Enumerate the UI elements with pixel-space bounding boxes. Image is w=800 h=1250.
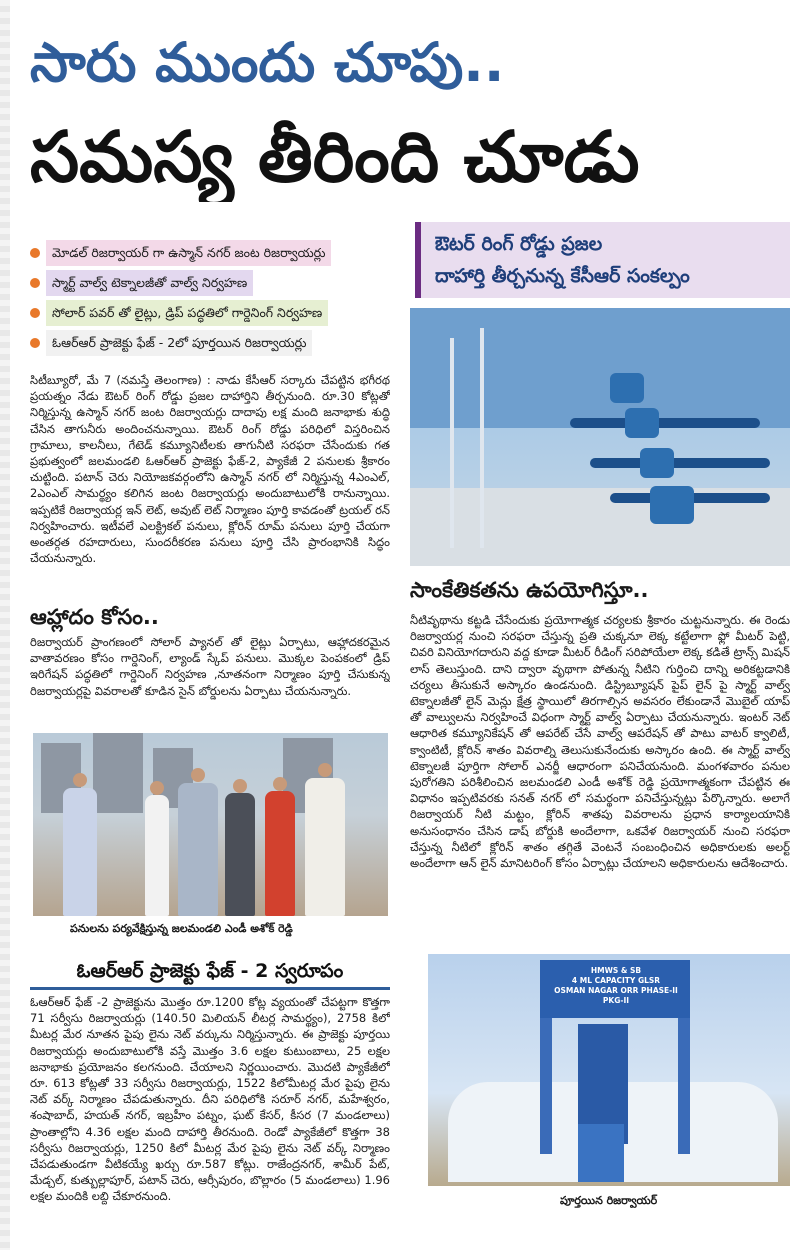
headline-line-1: సారు ముందు చూపు..	[30, 31, 505, 94]
reservoir-photo	[428, 954, 790, 1186]
photo-person-head	[73, 773, 87, 787]
highlight-bullet	[30, 300, 390, 326]
photo-pump	[625, 408, 659, 438]
bullet-dot-icon	[30, 338, 40, 348]
photo-person	[145, 795, 169, 916]
tower-leg	[678, 1014, 690, 1154]
photo-pump	[610, 373, 644, 403]
page-edge	[0, 0, 10, 1250]
highlight-text: స్మార్ట్ వాల్వ్ టెక్నాలజీతో వాల్వ్ నిర్వహణ	[46, 270, 253, 296]
subhead-orr-phase: ఓఆర్ఆర్ ప్రాజెక్టు ఫేజ్ - 2 స్వరూపం	[30, 952, 390, 990]
photo-person	[63, 788, 97, 916]
highlight-text: సోలార్ పవర్ తో లైట్లు, డ్రిప్ పద్ధతిలో గార్డెనింగ్ నిర్వహణ	[46, 300, 328, 326]
kicker-box	[415, 222, 790, 298]
photo-person-head	[233, 779, 247, 793]
bullet-dot-icon	[30, 248, 40, 258]
tank-label-line: 4 ML CAPACITY GLSR	[571, 976, 661, 985]
highlight-text: ఓఆర్ఆర్ ప్రాజెక్టు ఫేజ్ - 2లో పూర్తయిన రిజర్వాయర్లు	[46, 330, 312, 356]
headline-line-2: సమస్య తీరింది చూడు	[30, 116, 640, 198]
photo-pipe	[570, 418, 760, 428]
photo-person-head	[150, 781, 164, 795]
subhead-pleasant: ఆహ్లాదం కోసం..	[30, 605, 159, 629]
highlight-bullet	[30, 270, 390, 296]
bullet-dot-icon	[30, 308, 40, 318]
photo-railing	[450, 338, 454, 548]
photo-building	[93, 733, 143, 813]
inspection-photo-caption: పనులను పర్యవేక్షిస్తున్న జలమండలి ఎండీ అశోక్ రెడ్డి	[70, 922, 293, 935]
pump-room-photo	[410, 308, 790, 566]
article-paragraph-3: ఓఆర్ఆర్ ఫేజ్ -2 ప్రాజెక్టును మొత్తం రూ.1200 కోట్ల వ్యయంతో చేపట్టగా కొత్తగా 71 సర్వీసు రిజర్వాయర్లు (140.50 మిలియన్ లీటర్ల సామర్థ్యం), 2758 కిలో మీటర్ల మేర నూతన పైపు లైను నెట్ వర్కును నిర్మిస్తున్నారు. ఈ ప్రాజెక్టు పూర్తయి రిజర్వాయర్లు అందుబాటులోకి వస్తే మొత్తం 3.6 లక్షల కుటుంబాలు, 25 లక్షల జనాభాకు ప్రయోజనం కలగనుంది. చేయాలని నిర్ణయించారు. మొదటి ప్యాకేజీలో రూ. 613 కోట్లతో 33 సర్వీసు రిజర్వాయర్లు, 1522 కిలోమీటర్ల మేర పైపు లైను నెట్ వర్క్ నిర్మాణం చేపడుతున్నారు. దీని పరిధిలోకి సరూర్ నగర్, మహేశ్వరం, శంషాబాద్, హయత్ నగర్, ఇబ్రహీం పట్నం, ఘట్ కేసర్, కీసర (7 మండలాలు) ప్రాంతాల్లోని 4.36 లక్షల మంది దాహార్తి తీరనుంది. రెండో ప్యాకేజీలో కొత్తగా 38 సర్వీసు రిజర్వాయర్లు, 1250 కిలో మీటర్ల మేర పైపు లైను నెట్ వర్క్ నిర్మాణం చేపడుతుండగా వీటికయ్యే ఖర్చు రూ.587 కోట్లు. రాజేంద్రనగర్, శామీర్ పేట్, మేడ్చల్, కుత్బుల్లాపూర్, పటాన్ చెరు, ఆర్సీపురం, బొల్లారం (5 మండలాలు) 1.96 లక్షల మందికి లబ్ది చేకూరనుంది.	[30, 995, 390, 1204]
highlight-bullets	[30, 240, 390, 360]
photo-pump	[650, 486, 694, 524]
subhead-technology: సాంకేతికతను ఉపయోగిస్తూ..	[410, 578, 649, 602]
article-paragraph-technology: నీటివృథాను కట్టడి చేసేందుకు ప్రయోగాత్మక చర్యలకు శ్రీకారం చుట్టనున్నారు. ఈ రెండు రిజర్వాయర్ల నుంచి సరఫరా చేస్తున్న ప్రతి చుక్కనూ లెక్క కట్టేలాగా ఫ్లో మీటర్ పెట్టి, చివరి వినియోగదారుని వద్ద కూడా మీటర్ రీడింగ్ సరిపోయేలా లెక్క కడితే ట్రాన్స్ మిషన్ లాస్ తెలుస్తుంది. దాని ద్వారా వృథాగా పోతున్న నీటిని గుర్తించి దాన్ని అరికట్టడానికి చర్యలు తీసుకునే అస్కారం ఉండనుంది. డిస్ట్రిబ్యూషన్ పైప్ లైన్ పై స్మార్ట్ వాల్వ్ టెక్నాలజీతో లైన్ మెన్లు క్షేత్ర స్థాయిలో తిరగాల్సిన అవసరం లేకుండానే మొబైల్ యాప్ తో వాల్వులను నిర్వహించే విధంగా స్మార్ట్ వాల్వ్ ఏర్పాటు చేయనున్నారు. ఇంటర్ నెట్ ఆధారిత కమ్యూనికేషన్ తో ఆపరేట్ చేసే వాల్వ్ ఆపరేషన్ తో పాటు వాటర్ క్వాలిటీ, క్వాంటిటీ, క్లోరిన్ శాతం వివరాల్ని తెలుసుకునేందుకు అస్కారం ఉంది. ఈ స్మార్ట్ వాల్వ్ టెక్నాలజీ పూర్తిగా సోలార్ ఎనర్జీ ఆధారంగా పనిచేయనుంది. మంగళవారం పనుల పురోగతిని పరిశీలించిన జలమండలి ఎండీ అశోక్ రెడ్డి ప్రయోగాత్మకంగా చేపట్టిన ఈ విధానం ఇప్పటివరకు సనత్ నగర్ లో సమర్థంగా పనిచేస్తున్నట్లు పేర్కొన్నారు. అలాగే రిజర్వాయర్ నీటి మట్టం, క్లోరిన్ శాతపు వివరాలను ప్రధాన కార్యాలయానికి అనుసంధానం చేసిన డాష్ బోర్డుకి అందేలాగా, ఒకవేళ రిజర్వాయర్ నుంచి సరఫరా చేస్తున్న నీటిలో క్లోరిన్ శాతం తగ్గితే వెంటనే సంబంధించిన అధికారులకు అలర్ట్ అందేలాగా ఆన్ లైన్ మానిటరింగ్ కోసం ఏర్పాట్లు చేయాలని అధికారులను ఆదేశించారు.	[410, 613, 790, 871]
tower-leg	[540, 1014, 552, 1154]
photo-pipe	[590, 458, 770, 468]
photo-person	[305, 778, 345, 916]
article-paragraph-2: రిజర్వాయర్ ప్రాంగణంలో సోలార్ ప్యానల్ తో లైట్లు ఏర్పాటు, ఆహ్లాదకరమైన వాతావరణం కోసం గార్డెనింగ్, ల్యాండ్ స్కేప్ పనులు. మొక్కల పెంపకంలో డ్రిప్ ఇరిగేషన్ పద్ధతిలో గార్డెనింగ్ నిర్వహణ ,నూతనంగా నిర్మాణం పూర్తి చేసుకున్న రిజర్వాయర్లపై వివరాలతో కూడిన సైన్ బోర్డులను ఏర్పాటు చేయనున్నారు.	[30, 635, 390, 698]
photo-wall	[410, 308, 790, 428]
kicker-line-2: దాహార్తి తీర్చనున్న కేసీఆర్ సంకల్పం	[435, 265, 690, 287]
tank-signboard	[546, 966, 686, 1006]
tank-label-line: OSMAN NAGAR ORR PHASE-II PKG-II	[554, 986, 678, 1005]
inspection-photo	[33, 733, 388, 916]
photo-person-head	[273, 777, 287, 791]
photo-person-head	[191, 768, 205, 782]
highlight-text: మోడల్ రిజర్వాయర్ గా ఉస్మాన్ నగర్ జంట రిజర్వాయర్లు	[46, 240, 331, 266]
highlight-bullet	[30, 330, 390, 356]
article-paragraph-1: సిటీబ్యూరో, మే 7 (నమస్తే తెలంగాణ) : నాడు కేసీఆర్ సర్కారు చేపట్టిన భగీరథ ప్రయత్నం నేడు ఔటర్ రింగ్ రోడ్డు ప్రజల దాహార్తిని తీర్చనుంది. రూ.30 కోట్లతో నిర్మిస్తున్న ఉస్మాన్ నగర్ జంట రిజర్వాయర్లు దాదాపు లక్ష మంది జనాభాకు శుద్ధి చేసిన తాగునీరు అందించనున్నాయి. ఔటర్ రింగ్ రోడ్డు పరిధిలో విస్తరించిన గ్రామాలు, కాలనీలు, గేటెడ్ కమ్యూనిటీలకు తాగునీటి సరఫరా చేసేందుకు గత ప్రభుత్వంలో జలమండలి ఓఆర్ఆర్ ప్రాజెక్టు ఫేజ్-2, ప్యాకేజీ 2 పనులకు శ్రీకారం చుట్టింది. పటాన్ చెరు నియోజకవర్గంలోని ఉస్మాన్ నగర్ లో నిర్మిస్తున్న 4ఎంఎల్, 2ఎంఎల్ సామర్థ్యం కలిగిన జంట రిజర్వాయర్లు అందుబాటులోకి రానున్నాయి. ఇప్పటికే రిజర్వాయర్ల ఇన్ లెట్, అవుట్ లెట్ నిర్మాణం పూర్తి కావడంతో ట్రయల్ రన్ నిర్వహించారు. ఇటీవలే ఎలక్ట్రికల్ పనులు, క్లోరిన్ రూమ్ పనులు పూర్తి చేయగా అంతర్గత రహదారులు, సుందరీకరణ పనులు పూర్తి చేసి ప్రారంభానికి సిద్ధం చేయనున్నారు.	[30, 373, 390, 566]
tank-label-line: HMWS & SB	[590, 966, 642, 975]
photo-person-head	[318, 763, 332, 777]
photo-pump	[640, 448, 674, 478]
highlight-bullet	[30, 240, 390, 266]
kicker-line-1: ఔటర్ రింగ్ రోడ్డు ప్రజల	[435, 233, 603, 255]
bullet-dot-icon	[30, 278, 40, 288]
photo-person	[225, 793, 255, 916]
reservoir-photo-caption: పూర్తయిన రిజర్వాయర్	[560, 1194, 658, 1207]
photo-person	[265, 791, 295, 916]
reservoir-door	[578, 1124, 624, 1182]
photo-railing	[480, 328, 484, 548]
photo-person	[178, 783, 218, 916]
